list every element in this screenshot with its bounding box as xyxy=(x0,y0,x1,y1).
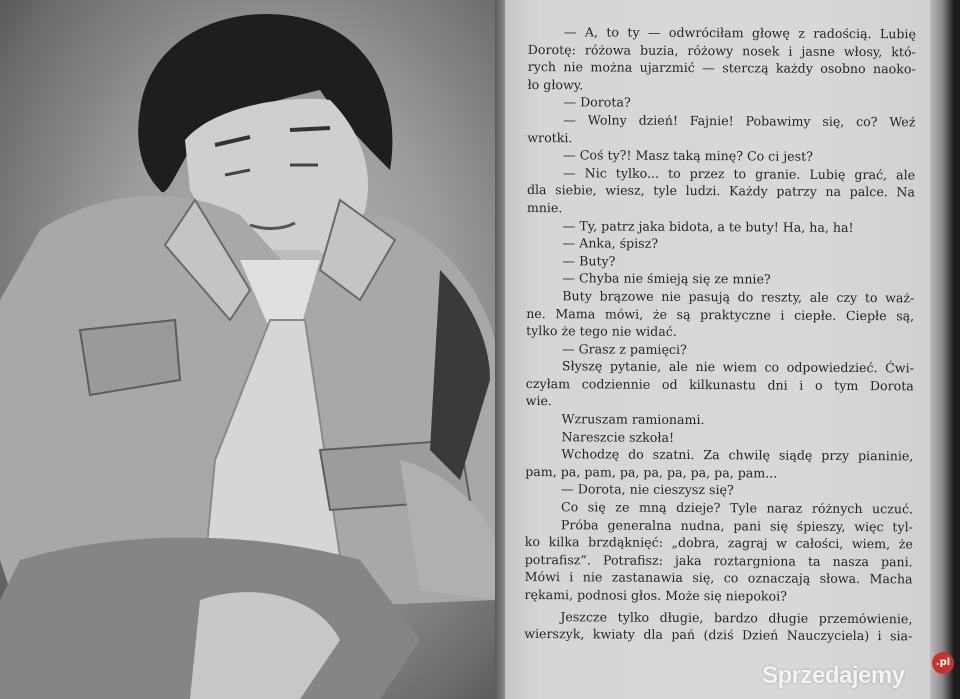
text-line: — Buty? xyxy=(562,252,616,269)
text-line: — Ty, patrz jaka bidota, a te buty! Ha, ha, ha! xyxy=(562,217,854,235)
text-line: tylko że tego nie widać. xyxy=(526,323,677,340)
page-text xyxy=(524,23,916,645)
text-line: — Grasz z pamięci? xyxy=(561,340,687,357)
text-line: Słyszę pytanie, ale nie wiem co odpowiedzieć. Ćwi- xyxy=(561,358,914,376)
text-line: — Dorota, nie cieszysz się? xyxy=(561,481,734,498)
text-line: — A, to ty — odwróciłam głowę z radością. Lubię xyxy=(563,24,916,42)
text-line: — Anka, śpisz? xyxy=(562,235,659,251)
text-line: — Chyba nie śmieją się ze mnie? xyxy=(562,270,771,287)
text-line: Dorotę: różowa buzia, różowy nosek i jasne włosy, któ- xyxy=(527,41,916,59)
text-line: — Coś ty?! Masz taką minę? Co ci jest? xyxy=(563,147,813,164)
watermark-logo: Sprzedajemy xyxy=(762,662,905,689)
text-line: wie. xyxy=(525,393,553,409)
text-line: Próba generalna nudna, pani się śpieszy, więc tyl- xyxy=(560,516,913,534)
watermark-badge: .pl xyxy=(932,652,954,674)
text-line: Wchodzę do szatni. Za chwilę siądę przy pianinie, xyxy=(561,446,914,464)
text-line: dla siebie, wiesz, tyle ludzi. Każdy patrzy na palce. Na xyxy=(526,182,916,200)
text-line: ło głowy. xyxy=(527,76,584,93)
text-line: ko kilka brzdąknięć: „dobra, zagraj w całości, wiem, że xyxy=(524,534,913,552)
text-line: Jeszcze tylko długie, bardzo długie przemówienie, xyxy=(560,608,913,626)
text-line: rękami, podnosi głos. Może się niepokoi? xyxy=(524,586,787,604)
text-line: Co się ze mną dzieje? Tyle naraz różnych uczuć. xyxy=(560,499,914,517)
text-line: — Dorota? xyxy=(563,94,631,111)
text-line: — Nic tylko... to przez to granie. Lubię grać, ale xyxy=(563,164,916,183)
text-line: Wzruszam ramionami. xyxy=(561,411,705,428)
text-line: czyłam codziennie od kilkunastu dni i o tym Dorota xyxy=(525,375,914,394)
text-line: pam, pa, pam, pa, pa, pa, pa, pa, pam... xyxy=(525,463,778,481)
text-line: rych nie można ujarzmić — sterczą każdy osobno naoko- xyxy=(527,59,916,77)
text-line: wierszyk, kwiaty dla pań (dziś Dzień Nauczyciela) i sia- xyxy=(524,626,913,644)
text-line: Buty brązowe nie pasują do reszty, ale czy to waż- xyxy=(562,288,915,306)
text-line: ne. Mama mówi, że są praktyczne i ciepłe. Ciepłe są, xyxy=(526,305,915,323)
text-line: mnie. xyxy=(526,199,563,216)
text-line: — Wolny dzień! Fajnie! Pobawimy się, co? Weź xyxy=(563,112,916,130)
text-line: wrotki. xyxy=(527,129,573,145)
text-line: Nareszcie szkoła! xyxy=(561,428,675,445)
text-line: potrafisz”. Potrafisz: jaka roztargniona ta nasza pani. xyxy=(524,551,913,570)
text-line: Mówi i nie zastanawia się, co oznaczają słowa. Macha xyxy=(524,569,913,587)
page-edge xyxy=(930,0,960,699)
